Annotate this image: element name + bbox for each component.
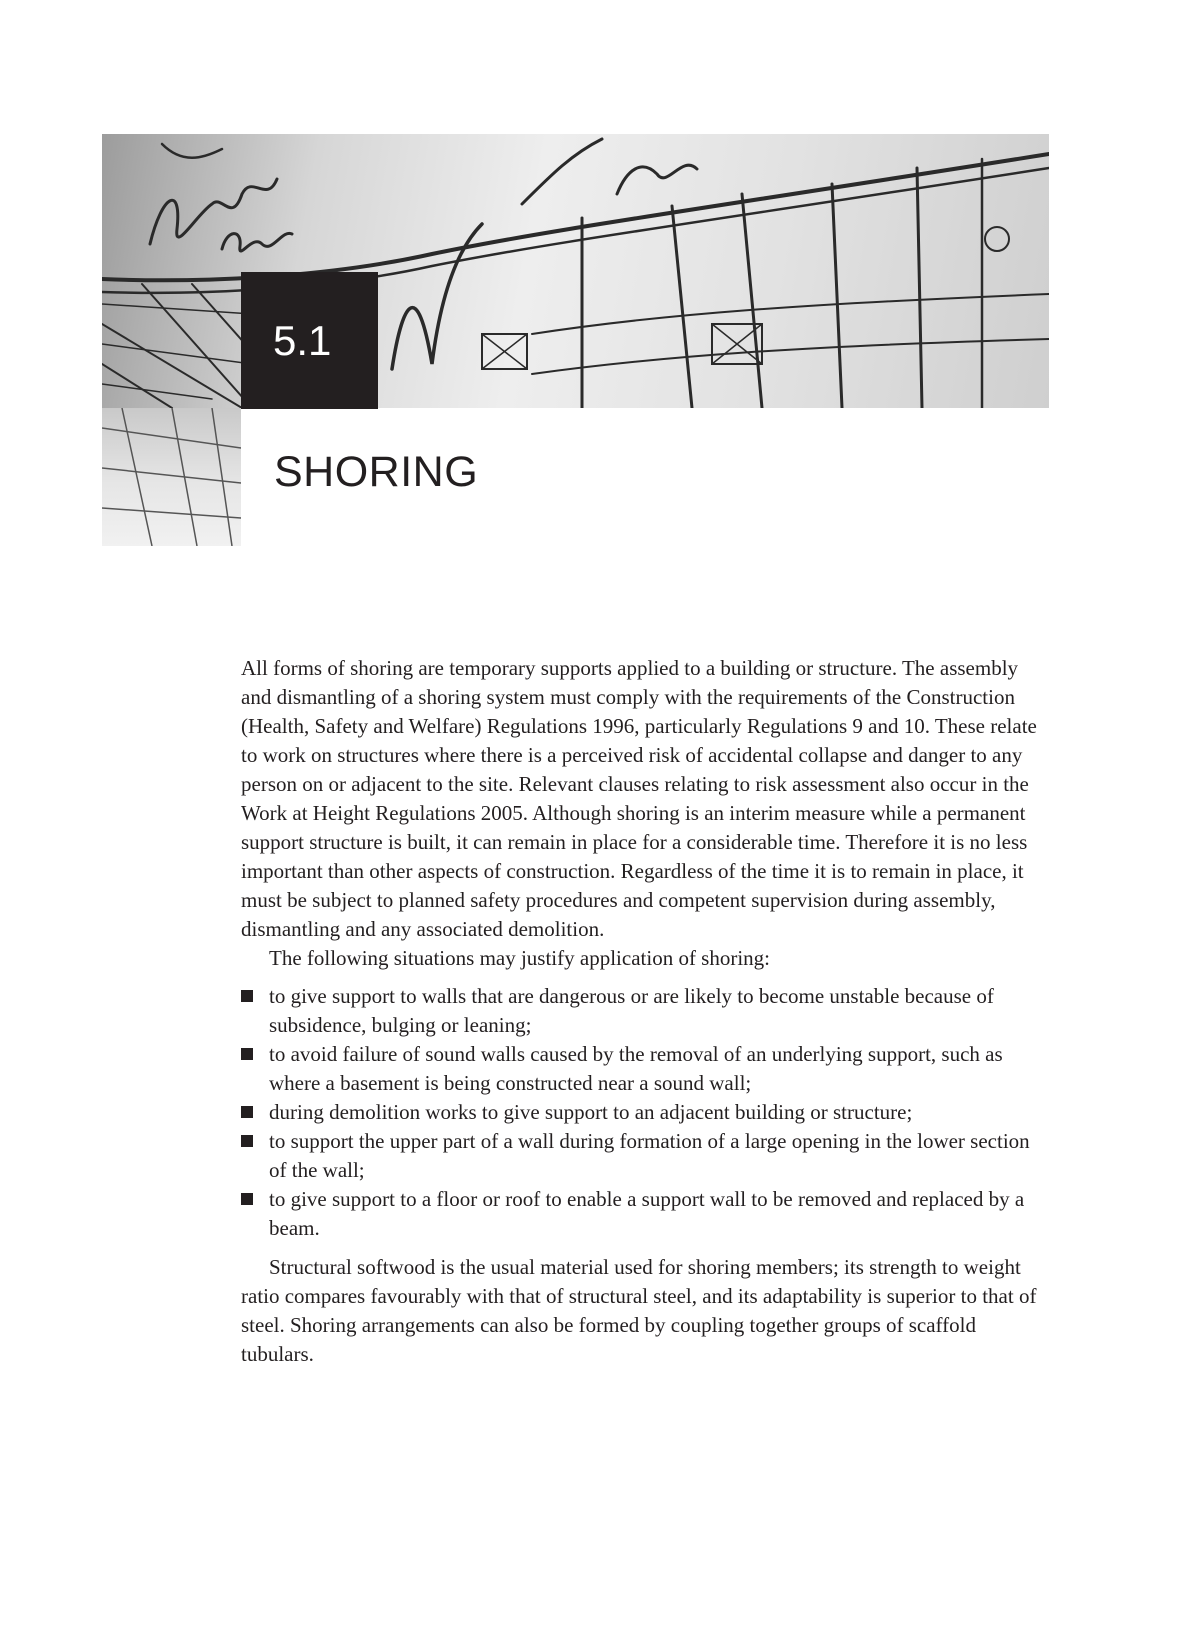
bullet-icon — [241, 1048, 253, 1060]
grid-drawing-image — [102, 408, 241, 546]
bullet-icon — [241, 990, 253, 1002]
chapter-number: 5.1 — [273, 316, 332, 364]
bullet-icon — [241, 1106, 253, 1118]
list-item-text: to give support to a floor or roof to enable a support wall to be removed and replaced by a beam. — [269, 1187, 1025, 1240]
list-item — [241, 1040, 1049, 1098]
list-item — [241, 1098, 1049, 1127]
chapter-number-box — [241, 272, 378, 409]
body-text — [241, 654, 1049, 1369]
list-item-text: to support the upper part of a wall during formation of a large opening in the lower section of the wall; — [269, 1129, 1030, 1182]
list-item-text: to avoid failure of sound walls caused by the removal of an underlying support, such as where a basement is being constructed near a sound wall; — [269, 1042, 1003, 1095]
list-item — [241, 1185, 1049, 1243]
bullet-icon — [241, 1135, 253, 1147]
chapter-title: SHORING — [274, 448, 479, 496]
list-item-text: during demolition works to give support to an adjacent building or structure; — [269, 1100, 913, 1124]
situations-list — [241, 982, 1049, 1243]
list-item — [241, 982, 1049, 1040]
header-photo-continuation — [102, 408, 241, 546]
list-item-text: to give support to walls that are dangerous or are likely to become unstable because of subsidence, bulging or leaning; — [269, 984, 994, 1037]
list-item — [241, 1127, 1049, 1185]
situations-intro: The following situations may justify application of shoring: — [269, 946, 771, 970]
materials-paragraph: Structural softwood is the usual material used for shoring members; its strength to weight ratio compares favourably with that of structural steel, and its adaptability is superior to that of steel. Shoring arrangements can also be formed by coupling together groups of scaffold tubulars. — [241, 1255, 1037, 1366]
intro-paragraph: All forms of shoring are temporary supports applied to a building or structure. The assembly and dismantling of a shoring system must comply with the requirements of the Construction (Health, Safety and Welfare) Regulations 1996, particularly Regulations 9 and 10. These relate to work on structures where there is a perceived risk of accidental collapse and danger to any person on or adjacent to the site. Relevant clauses relating to risk assessment also occur in the Work at Height Regulations 2005. Although shoring is an interim measure while a permanent support structure is built, it can remain in place for a considerable time. Therefore it is no less important than other aspects of construction. Regardless of the time it is to remain in place, it must be subject to planned safety procedures and competent supervision during assembly, dismantling and any associated demolition. — [241, 656, 1037, 941]
bullet-icon — [241, 1193, 253, 1205]
